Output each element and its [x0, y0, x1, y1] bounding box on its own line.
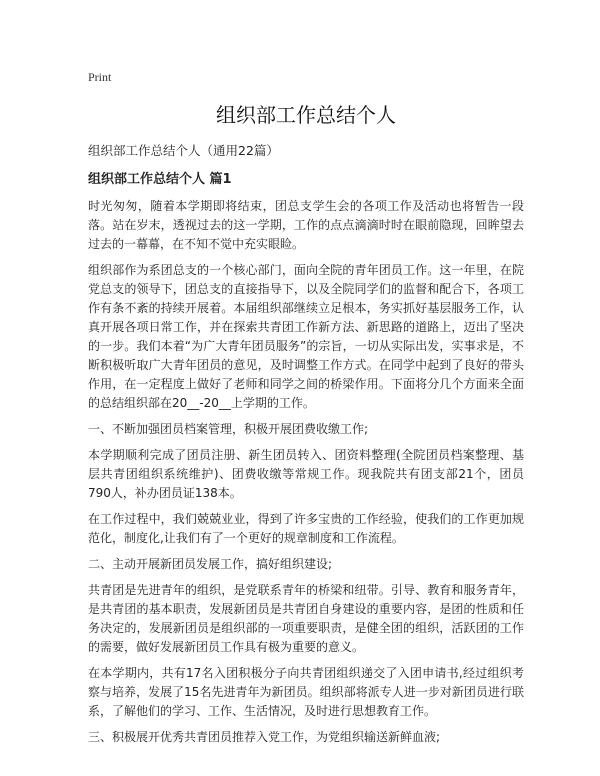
paragraph: 本学期顺利完成了团员注册、新生团员转入、团资料整理(全院团员档案整理、基层共青团组织系统维护)、团费收缴等常规工作。现我院共有团支部21个，团员790人，补办团员证138本。 — [88, 448, 524, 500]
section-point-heading: 三、积极展开优秀共青团员推荐入党工作，为党组织输送新鲜血液; — [88, 730, 441, 744]
paragraph: 共青团是先进青年的组织，是党联系青年的桥梁和纽带。引导、教育和服务青年，是共青团的基本职责，发展新团员是共青团自身建设的重要内容，是团的性质和任务决定的，发展新团员是组织部的一项重要职责，是健全团的组织，活跃团的工作的需要，做好发展新团员工作具有极为重要的意义。 — [88, 583, 524, 654]
document-page — [88, 70, 524, 754]
paragraph: 组织部作为系团总支的一个核心部门，面向全院的青年团员工作。这一年里，在院党总支的领导下，团总支的直接指导下，以及全院同学们的监督和配合下，各项工作有条不紊的持续开展着。本届组织部继续立足根本，务实抓好基层服务工作，认真开展各项日常工作，并在探索共青团工作新方法、新思路的道路上，迈出了坚决的一步。我们本着“为广大青年团员服务”的宗旨，一切从实际出发，实事求是，不断积极听取广大青年团员的意见，及时调整工作方式。在同学中起到了良好的带头作用，在一定程度上做好了老师和同学之间的桥梁作用。下面将分几个方面来全面的总结组织部在20__-20__上学期的工作。 — [88, 263, 524, 410]
paragraph: 在本学期内，共有17名入团积极分子向共青团组织递交了入团申请书,经过组织考察与培养，发展了15名先进青年为新团员。组织部将派专人进一步对新团员进行联系，了解他们的学习、工作、生活情况，及时进行思想教育工作。 — [88, 666, 524, 718]
section-point-heading: 二、主动开展新团员发展工作，搞好组织建设; — [88, 557, 333, 571]
page-title: 组织部工作总结个人 — [216, 103, 396, 127]
section-heading: 组织部工作总结个人 篇1 — [88, 172, 232, 187]
paragraph: 在工作过程中，我们兢兢业业，得到了许多宝贵的工作经验，使我们的工作更加规范化，制度化,让我们有了一个更好的规章制度和工作流程。 — [88, 512, 524, 545]
section-point-heading: 一、不断加强团员档案管理，积极开展团费收缴工作; — [88, 422, 369, 436]
paragraph: 时光匆匆，随着本学期即将结束，团总支学生会的各项工作及活动也将暂告一段落。站在岁末，透视过去的这一学期，工作的点点滴滴时时在眼前隐现，回眸望去过去的一幕幕，在不知不觉中充实眼睑。 — [88, 199, 524, 251]
print-link[interactable]: Print — [88, 70, 112, 84]
subtitle: 组织部工作总结个人（通用22篇） — [88, 143, 279, 158]
